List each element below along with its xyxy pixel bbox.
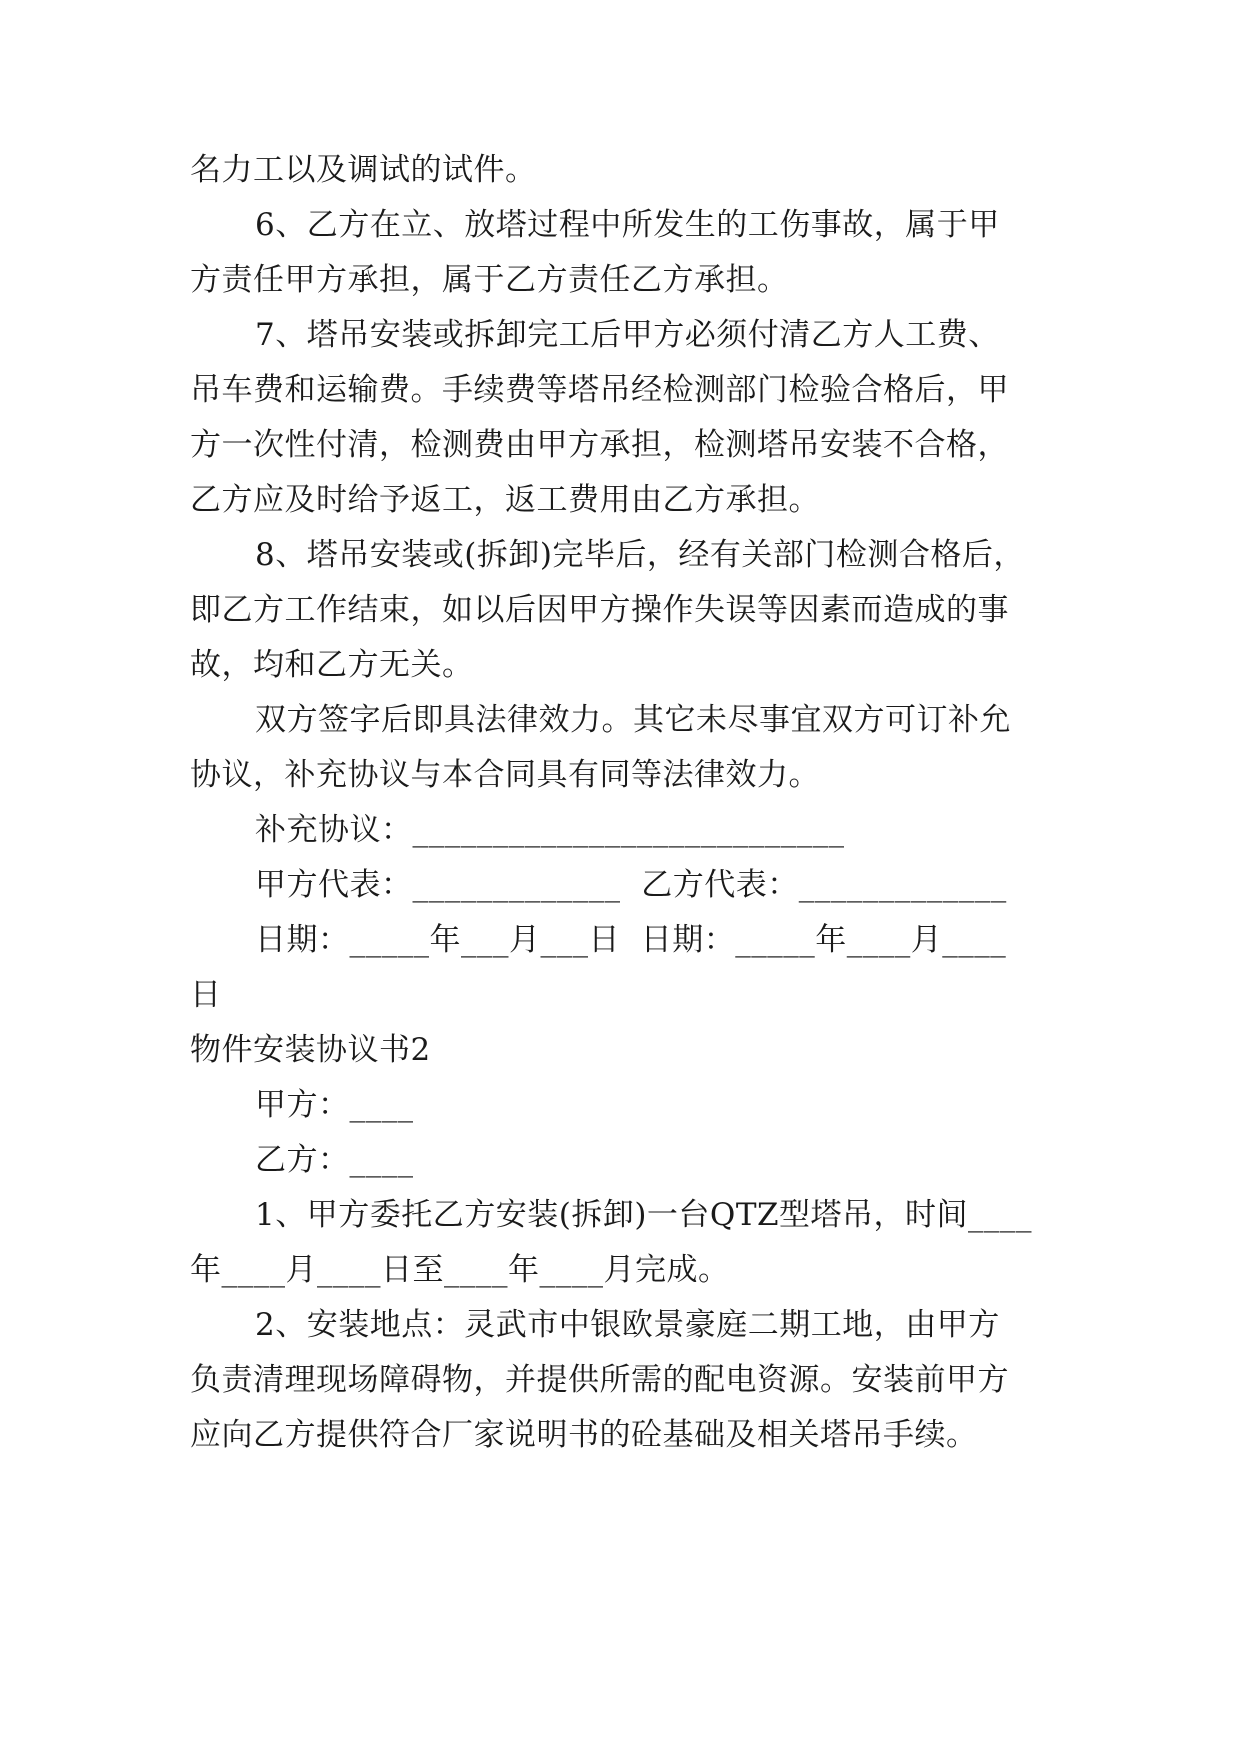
text-line: 8、塔吊安装或(拆卸)完毕后，经有关部门检测合格后， [255, 537, 1025, 573]
text-line: 日 [190, 977, 222, 1013]
text-line: 年____月____日至____年____月完成。 [190, 1252, 730, 1288]
text-line: 1、甲方委托乙方安装(拆卸)一台QTZ型塔吊，时间____ [255, 1197, 1033, 1233]
text-line: 方一次性付清，检测费由甲方承担，检测塔吊安装不合格， [190, 427, 1009, 463]
text-line: 负责清理现场障碍物，并提供所需的配电资源。安装前甲方 [190, 1362, 1009, 1398]
text-line: 名力工以及调试的试件。 [190, 152, 537, 188]
text-line: 应向乙方提供符合厂家说明书的砼基础及相关塔吊手续。 [190, 1417, 978, 1453]
party-a-line: 甲方：____ [255, 1087, 414, 1123]
party-b-line: 乙方：____ [255, 1142, 414, 1178]
text-line: 吊车费和运输费。手续费等塔吊经检测部门检验合格后，甲 [190, 372, 1009, 408]
text-line: 乙方应及时给予返工，返工费用由乙方承担。 [190, 482, 820, 518]
text-line: 6、乙方在立、放塔过程中所发生的工伤事故，属于甲 [255, 207, 1000, 243]
supplement-agreement-line: 补充协议：___________________________ [255, 812, 845, 848]
text-line: 即乙方工作结束，如以后因甲方操作失误等因素而造成的事 [190, 592, 1009, 628]
text-line: 双方签字后即具法律效力。其它未尽事宜双方可订补允 [255, 702, 1011, 738]
text-line: 协议，补充协议与本合同具有同等法律效力。 [190, 757, 820, 793]
representative-line: 甲方代表：_____________ 乙方代表：_____________ [255, 867, 1007, 903]
text-line: 方责任甲方承担，属于乙方责任乙方承担。 [190, 262, 789, 298]
date-line: 日期：_____年___月___日 日期：_____年____月____ [255, 922, 1007, 958]
section-title: 物件安装协议书2 [190, 1032, 431, 1068]
text-line: 故，均和乙方无关。 [190, 647, 474, 683]
text-line: 2、安装地点：灵武市中银欧景豪庭二期工地，由甲方 [255, 1307, 1000, 1343]
text-line: 7、塔吊安装或拆卸完工后甲方必须付清乙方人工费、 [255, 317, 1000, 353]
